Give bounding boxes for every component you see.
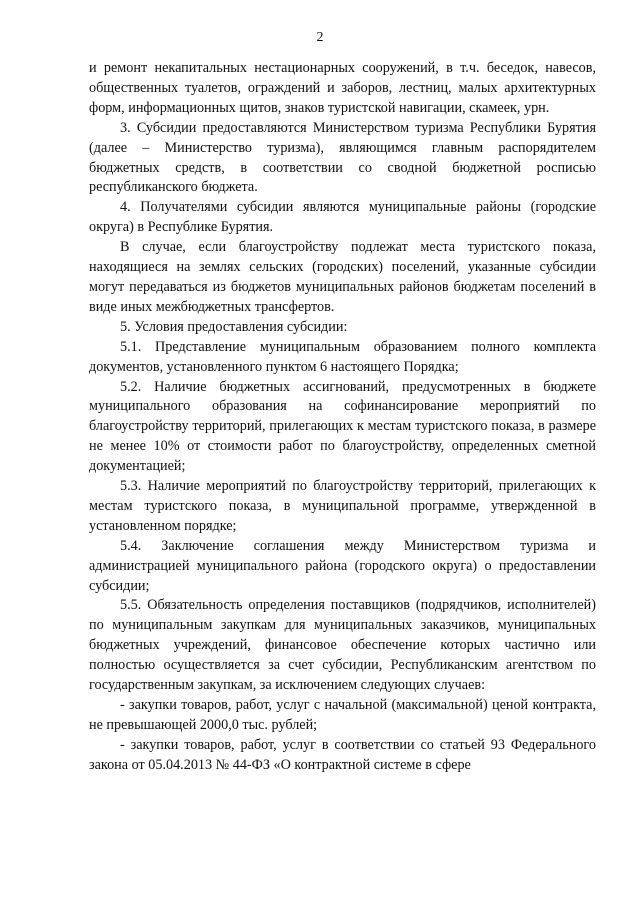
paragraph-item-5: 5. Условия предоставления субсидии: — [120, 318, 348, 335]
paragraph-item-5-3: 5.3. Наличие мероприятий по благоустройству территорий, прилегающих к местам туристского показа, в муниципальной программе, утвержденной в установленном порядке; — [89, 478, 596, 534]
paragraph-item-4-note: В случае, если благоустройству подлежат места туристского показа, находящиеся на землях сельских (городских) поселений, указанные субсидии могут передаваться из бюджетов муниципальных районов бюджетам поселений в виде иных межбюджетных трансфертов. — [89, 239, 596, 315]
paragraph-item-5-5: 5.5. Обязательность определения поставщиков (подрядчиков, исполнителей) по муниципальным закупкам для муниципальных заказчиков, муниципальных бюджетных учреждений, финансовое обеспечение которых частично или полностью осуществляется за счет субсидии, Республиканским агентством по государственным закупкам, за исключением следующих случаев: — [89, 597, 596, 694]
paragraph-item-5-2: 5.2. Наличие бюджетных ассигнований, предусмотренных в бюджете муниципального образования на софинансирование мероприятий по благоустройству территорий, прилегающих к местам туристского показа, в размере не менее 10% от стоимости работ по благоустройству, определенных сметной документацией; — [89, 378, 596, 475]
paragraph-item-3: 3. Субсидии предоставляются Министерством туризма Республики Бурятия (далее – Министерство туризма), являющимся главным распорядителем бюджетных средств, в соответствии со сводной бюджетной росписью республиканского бюджета. — [89, 119, 596, 196]
paragraph-bullet-1: - закупки товаров, работ, услуг с начальной (максимальной) ценой контракта, не превышающей 2000,0 тыс. рублей; — [89, 697, 596, 733]
document-body — [89, 59, 596, 776]
paragraph-item-5-1: 5.1. Представление муниципальным образованием полного комплекта документов, установленного пунктом 6 настоящего Порядка; — [89, 338, 596, 375]
page-number: 2 — [316, 30, 324, 45]
paragraph-item-5-4: 5.4. Заключение соглашения между Министерством туризма и администрацией муниципального района (городского округа) о предоставлении субсидии; — [89, 537, 596, 594]
paragraph-bullet-2: - закупки товаров, работ, услуг в соответствии со статьей 93 Федерального закона от 05.04.2013 № 44-ФЗ «О контрактной системе в сфере — [89, 736, 596, 773]
paragraph-item-4: 4. Получателями субсидии являются муниципальные районы (городские округа) в Республике Бурятия. — [89, 199, 596, 236]
paragraph-continuation: и ремонт некапитальных нестационарных сооружений, в т.ч. беседок, навесов, общественных туалетов, ограждений и заборов, лестниц, малых архитектурных форм, информационных щитов, знаков туристской навигации, скамеек, урн. — [89, 60, 596, 116]
